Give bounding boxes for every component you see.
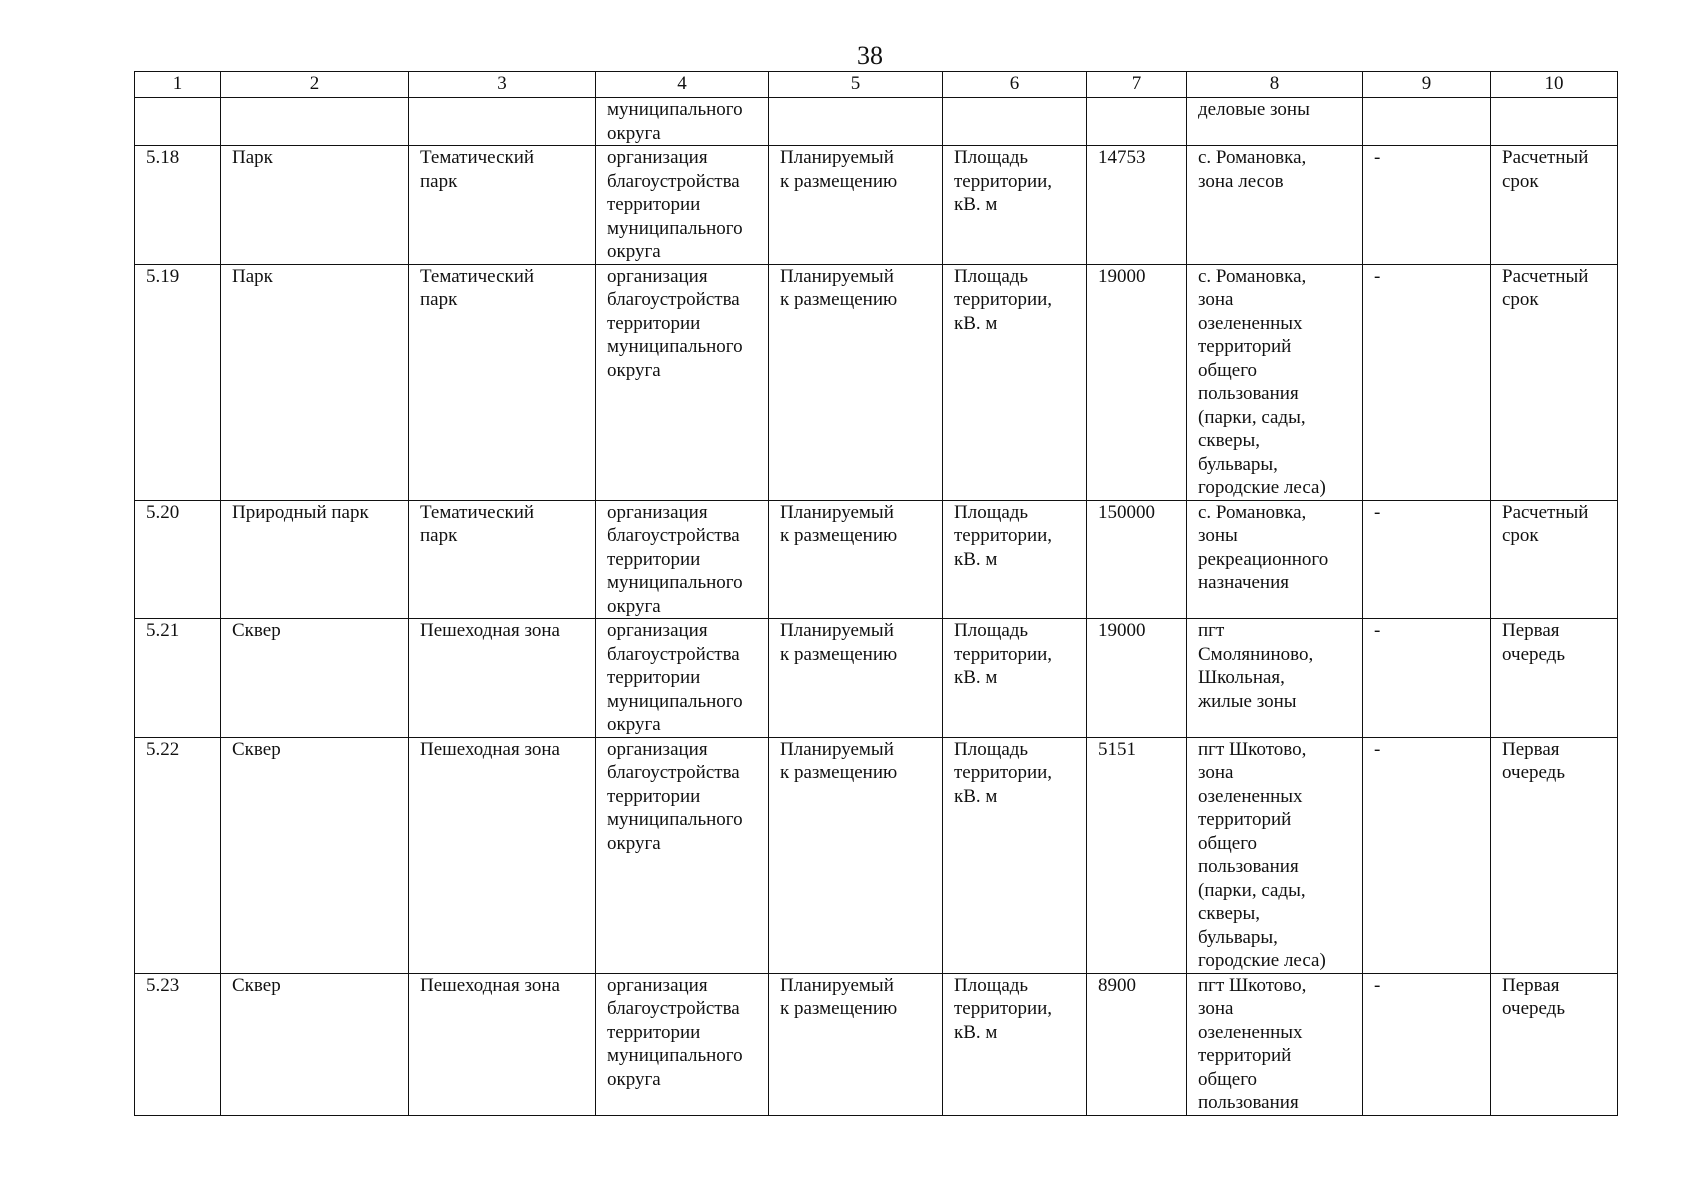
cell-line: - — [1374, 974, 1381, 996]
table-row — [135, 973, 1618, 1115]
cell-object-type — [221, 500, 409, 619]
cell-line: организация — [607, 501, 708, 523]
cell-line: Тематический — [420, 265, 535, 287]
column-header: 6 — [943, 72, 1087, 98]
cell-line: к размещению — [780, 170, 898, 192]
header-row — [135, 72, 1618, 98]
cell-value — [1087, 973, 1187, 1115]
column-header: 1 — [135, 72, 221, 98]
column-header: 9 — [1363, 72, 1491, 98]
cell-line: кВ. м — [954, 194, 998, 215]
cell-line: - — [1374, 501, 1381, 523]
cell-line: пользования — [1198, 1092, 1299, 1113]
cell-line: 5.22 — [146, 738, 180, 760]
cell-line: кВ. м — [954, 548, 998, 570]
cell-characteristic — [943, 619, 1087, 738]
cell-line: Площадь — [954, 501, 1029, 523]
cell-location — [1187, 264, 1363, 500]
cell-line: муниципального — [607, 690, 743, 712]
cell-line: Парк — [232, 147, 273, 168]
cell-line: с. Романовка, — [1198, 147, 1307, 168]
cell-status — [769, 500, 943, 619]
cell-line: 19000 — [1098, 265, 1146, 287]
cell-line: Площадь — [954, 265, 1029, 287]
cell-line: с. Романовка, — [1198, 501, 1307, 523]
cell-line: Природный парк — [232, 501, 369, 523]
cell-line: - — [1374, 147, 1381, 168]
table-row — [135, 98, 1618, 146]
cell-line: территории, — [954, 525, 1053, 546]
cell-line: Пешеходная зона — [420, 974, 560, 996]
cell-line: Сквер — [232, 974, 281, 996]
cell-line: территории, — [954, 998, 1053, 1019]
cell-line: зона — [1198, 289, 1234, 310]
cell-line: 5.18 — [146, 147, 180, 168]
cell-line: пгт — [1198, 620, 1225, 641]
cell-value — [1087, 264, 1187, 500]
cell-number — [135, 973, 221, 1115]
cell-line: кВ. м — [954, 1021, 998, 1043]
cell-line: 5.19 — [146, 265, 180, 287]
column-header: 10 — [1491, 72, 1618, 98]
cell-location — [1187, 973, 1363, 1115]
cell-line: благоустройства — [607, 525, 740, 546]
cell-line: Парк — [232, 265, 273, 287]
cell-zone — [1363, 264, 1491, 500]
cell-line: зона — [1198, 998, 1234, 1019]
cell-purpose — [596, 146, 769, 265]
cell-line: бульвары, — [1198, 926, 1278, 948]
cell-zone — [1363, 146, 1491, 265]
cell-line: 14753 — [1098, 147, 1146, 168]
column-header: 5 — [769, 72, 943, 98]
cell-status — [769, 973, 943, 1115]
cell-line: округа — [607, 122, 661, 144]
cell-status — [769, 619, 943, 738]
cell-line: Расчетный — [1502, 501, 1589, 523]
cell-number — [135, 264, 221, 500]
cell-line: Смоляниново, — [1198, 643, 1314, 665]
table-row — [135, 737, 1618, 973]
cell-term — [1491, 973, 1618, 1115]
cell-line: муниципального — [607, 1045, 743, 1066]
cell-line: организация — [607, 265, 708, 287]
cell-line: организация — [607, 620, 708, 641]
cell-location — [1187, 737, 1363, 973]
column-header: 4 — [596, 72, 769, 98]
cell-line: благоустройства — [607, 762, 740, 783]
cell-line: округа — [607, 359, 661, 381]
cell-line: к размещению — [780, 525, 898, 546]
cell-zone — [1363, 619, 1491, 738]
cell-term — [1491, 98, 1618, 146]
cell-line: жилые зоны — [1198, 690, 1297, 712]
cell-line: Планируемый — [780, 620, 894, 641]
cell-line: территории, — [954, 289, 1053, 310]
cell-term — [1491, 146, 1618, 265]
cell-line: округа — [607, 1068, 661, 1090]
cell-line: Тематический — [420, 147, 535, 168]
cell-value — [1087, 619, 1187, 738]
cell-line: территории — [607, 667, 701, 688]
cell-term — [1491, 500, 1618, 619]
cell-line: округа — [607, 832, 661, 854]
cell-line: (парки, сады, — [1198, 406, 1306, 428]
cell-line: назначения — [1198, 572, 1290, 593]
cell-line: организация — [607, 147, 708, 168]
table-row — [135, 146, 1618, 265]
cell-object-type — [221, 98, 409, 146]
cell-line: озелененных — [1198, 785, 1303, 807]
cell-location — [1187, 98, 1363, 146]
cell-line: Расчетный — [1502, 265, 1589, 287]
cell-line: очередь — [1502, 762, 1566, 783]
cell-line: - — [1374, 265, 1381, 287]
cell-line: округа — [607, 241, 661, 262]
cell-line: благоустройства — [607, 289, 740, 310]
cell-line: территории — [607, 312, 701, 334]
cell-characteristic — [943, 973, 1087, 1115]
cell-line: территории, — [954, 643, 1053, 665]
cell-status — [769, 264, 943, 500]
cell-line: территории, — [954, 170, 1053, 192]
cell-characteristic — [943, 146, 1087, 265]
cell-line: 5151 — [1098, 738, 1136, 760]
cell-line: Тематический — [420, 501, 535, 523]
cell-line: парк — [420, 170, 458, 192]
cell-status — [769, 146, 943, 265]
cell-line: к размещению — [780, 998, 898, 1019]
cell-value — [1087, 500, 1187, 619]
cell-line: Первая — [1502, 620, 1560, 641]
cell-line: территории — [607, 548, 701, 570]
cell-term — [1491, 619, 1618, 738]
column-header: 7 — [1087, 72, 1187, 98]
cell-line: срок — [1502, 170, 1539, 192]
cell-location — [1187, 619, 1363, 738]
cell-object-kind — [409, 264, 596, 500]
cell-object-kind — [409, 619, 596, 738]
table-row — [135, 619, 1618, 738]
cell-object-type — [221, 737, 409, 973]
cell-purpose — [596, 973, 769, 1115]
cell-line: общего — [1198, 359, 1258, 381]
cell-characteristic — [943, 737, 1087, 973]
cell-line: пользования — [1198, 383, 1299, 404]
cell-line: территории, — [954, 762, 1053, 783]
cell-purpose — [596, 500, 769, 619]
cell-line: Площадь — [954, 974, 1029, 996]
cell-line: округа — [607, 714, 661, 735]
cell-line: муниципального — [607, 217, 743, 239]
cell-line: парк — [420, 525, 458, 546]
cell-line: городские леса) — [1198, 950, 1326, 971]
table-row — [135, 500, 1618, 619]
cell-line: общего — [1198, 1068, 1258, 1090]
cell-line: бульвары, — [1198, 453, 1278, 475]
cell-line: территории — [607, 194, 701, 215]
cell-line: озелененных — [1198, 1021, 1303, 1043]
cell-line: округа — [607, 595, 661, 617]
cell-object-type — [221, 264, 409, 500]
cell-line: деловые зоны — [1198, 99, 1310, 120]
cell-number — [135, 619, 221, 738]
cell-line: благоустройства — [607, 998, 740, 1019]
cell-line: муниципального — [607, 572, 743, 593]
cell-object-type — [221, 146, 409, 265]
cell-object-kind — [409, 146, 596, 265]
cell-line: благоустройства — [607, 643, 740, 665]
cell-purpose — [596, 264, 769, 500]
cell-object-type — [221, 973, 409, 1115]
cell-line: 5.23 — [146, 974, 180, 996]
cell-line: Планируемый — [780, 974, 894, 996]
cell-object-kind — [409, 500, 596, 619]
column-header: 8 — [1187, 72, 1363, 98]
cell-line: территории — [607, 785, 701, 807]
cell-characteristic — [943, 264, 1087, 500]
cell-line: кВ. м — [954, 667, 998, 688]
cell-line: Площадь — [954, 620, 1029, 641]
cell-line: Площадь — [954, 738, 1029, 760]
cell-characteristic — [943, 98, 1087, 146]
cell-value — [1087, 98, 1187, 146]
cell-line: Планируемый — [780, 738, 894, 760]
cell-line: 150000 — [1098, 501, 1155, 523]
cell-line: территорий — [1198, 1045, 1292, 1066]
cell-line: территорий — [1198, 336, 1292, 357]
column-header: 2 — [221, 72, 409, 98]
cell-line: благоустройства — [607, 170, 740, 192]
cell-line: пгт Шкотово, — [1198, 738, 1307, 760]
cell-line: пользования — [1198, 856, 1299, 877]
cell-line: рекреационного — [1198, 548, 1329, 570]
cell-line: (парки, сады, — [1198, 879, 1306, 901]
cell-location — [1187, 146, 1363, 265]
cell-line: муниципального — [607, 336, 743, 357]
page-number: 38 — [857, 41, 883, 70]
cell-line: Первая — [1502, 738, 1560, 760]
cell-zone — [1363, 973, 1491, 1115]
cell-line: Школьная, — [1198, 667, 1285, 688]
cell-object-type — [221, 619, 409, 738]
cell-object-kind — [409, 973, 596, 1115]
cell-line: Планируемый — [780, 147, 894, 168]
cell-term — [1491, 264, 1618, 500]
cell-line: Сквер — [232, 620, 281, 641]
cell-line: 19000 — [1098, 620, 1146, 641]
cell-line: срок — [1502, 525, 1539, 546]
cell-line: очередь — [1502, 643, 1566, 665]
cell-line: Планируемый — [780, 501, 894, 523]
cell-line: муниципального — [607, 809, 743, 830]
cell-line: к размещению — [780, 643, 898, 665]
cell-characteristic — [943, 500, 1087, 619]
cell-line: Площадь — [954, 147, 1029, 168]
cell-line: зона лесов — [1198, 170, 1284, 192]
cell-line: зона — [1198, 762, 1234, 783]
cell-zone — [1363, 98, 1491, 146]
cell-line: территории — [607, 1021, 701, 1043]
cell-line: Сквер — [232, 738, 281, 760]
cell-number — [135, 500, 221, 619]
cell-line: очередь — [1502, 998, 1566, 1019]
cell-status — [769, 737, 943, 973]
cell-line: Планируемый — [780, 265, 894, 287]
cell-line: срок — [1502, 289, 1539, 310]
cell-line: организация — [607, 974, 708, 996]
cell-line: общего — [1198, 832, 1258, 854]
cell-purpose — [596, 737, 769, 973]
cell-line: кВ. м — [954, 312, 998, 334]
cell-line: кВ. м — [954, 785, 998, 807]
cell-line: к размещению — [780, 762, 898, 783]
cell-line: организация — [607, 738, 708, 760]
cell-line: Расчетный — [1502, 147, 1589, 168]
cell-number — [135, 737, 221, 973]
cell-status — [769, 98, 943, 146]
cell-line: городские леса) — [1198, 477, 1326, 498]
cell-line: - — [1374, 738, 1381, 760]
cell-purpose — [596, 98, 769, 146]
cell-zone — [1363, 737, 1491, 973]
cell-line: к размещению — [780, 289, 898, 310]
cell-line: Первая — [1502, 974, 1560, 996]
cell-line: пгт Шкотово, — [1198, 974, 1307, 996]
cell-number — [135, 98, 221, 146]
cell-zone — [1363, 500, 1491, 619]
cell-line: зоны — [1198, 525, 1238, 546]
cell-line: 8900 — [1098, 974, 1136, 996]
cell-object-kind — [409, 98, 596, 146]
cell-line: парк — [420, 289, 458, 310]
cell-line: 5.21 — [146, 620, 180, 641]
cell-value — [1087, 737, 1187, 973]
cell-location — [1187, 500, 1363, 619]
cell-object-kind — [409, 737, 596, 973]
cell-line: муниципального — [607, 99, 743, 120]
planning-table — [134, 71, 1618, 1116]
cell-line: Пешеходная зона — [420, 738, 560, 760]
cell-value — [1087, 146, 1187, 265]
cell-line: Пешеходная зона — [420, 620, 560, 641]
cell-line: скверы, — [1198, 430, 1260, 451]
cell-line: скверы, — [1198, 903, 1260, 924]
cell-term — [1491, 737, 1618, 973]
cell-line: - — [1374, 620, 1381, 641]
cell-purpose — [596, 619, 769, 738]
cell-line: озелененных — [1198, 312, 1303, 334]
table-row — [135, 264, 1618, 500]
cell-number — [135, 146, 221, 265]
column-header: 3 — [409, 72, 596, 98]
cell-line: территорий — [1198, 809, 1292, 830]
cell-line: с. Романовка, — [1198, 265, 1307, 287]
cell-line: 5.20 — [146, 501, 180, 523]
